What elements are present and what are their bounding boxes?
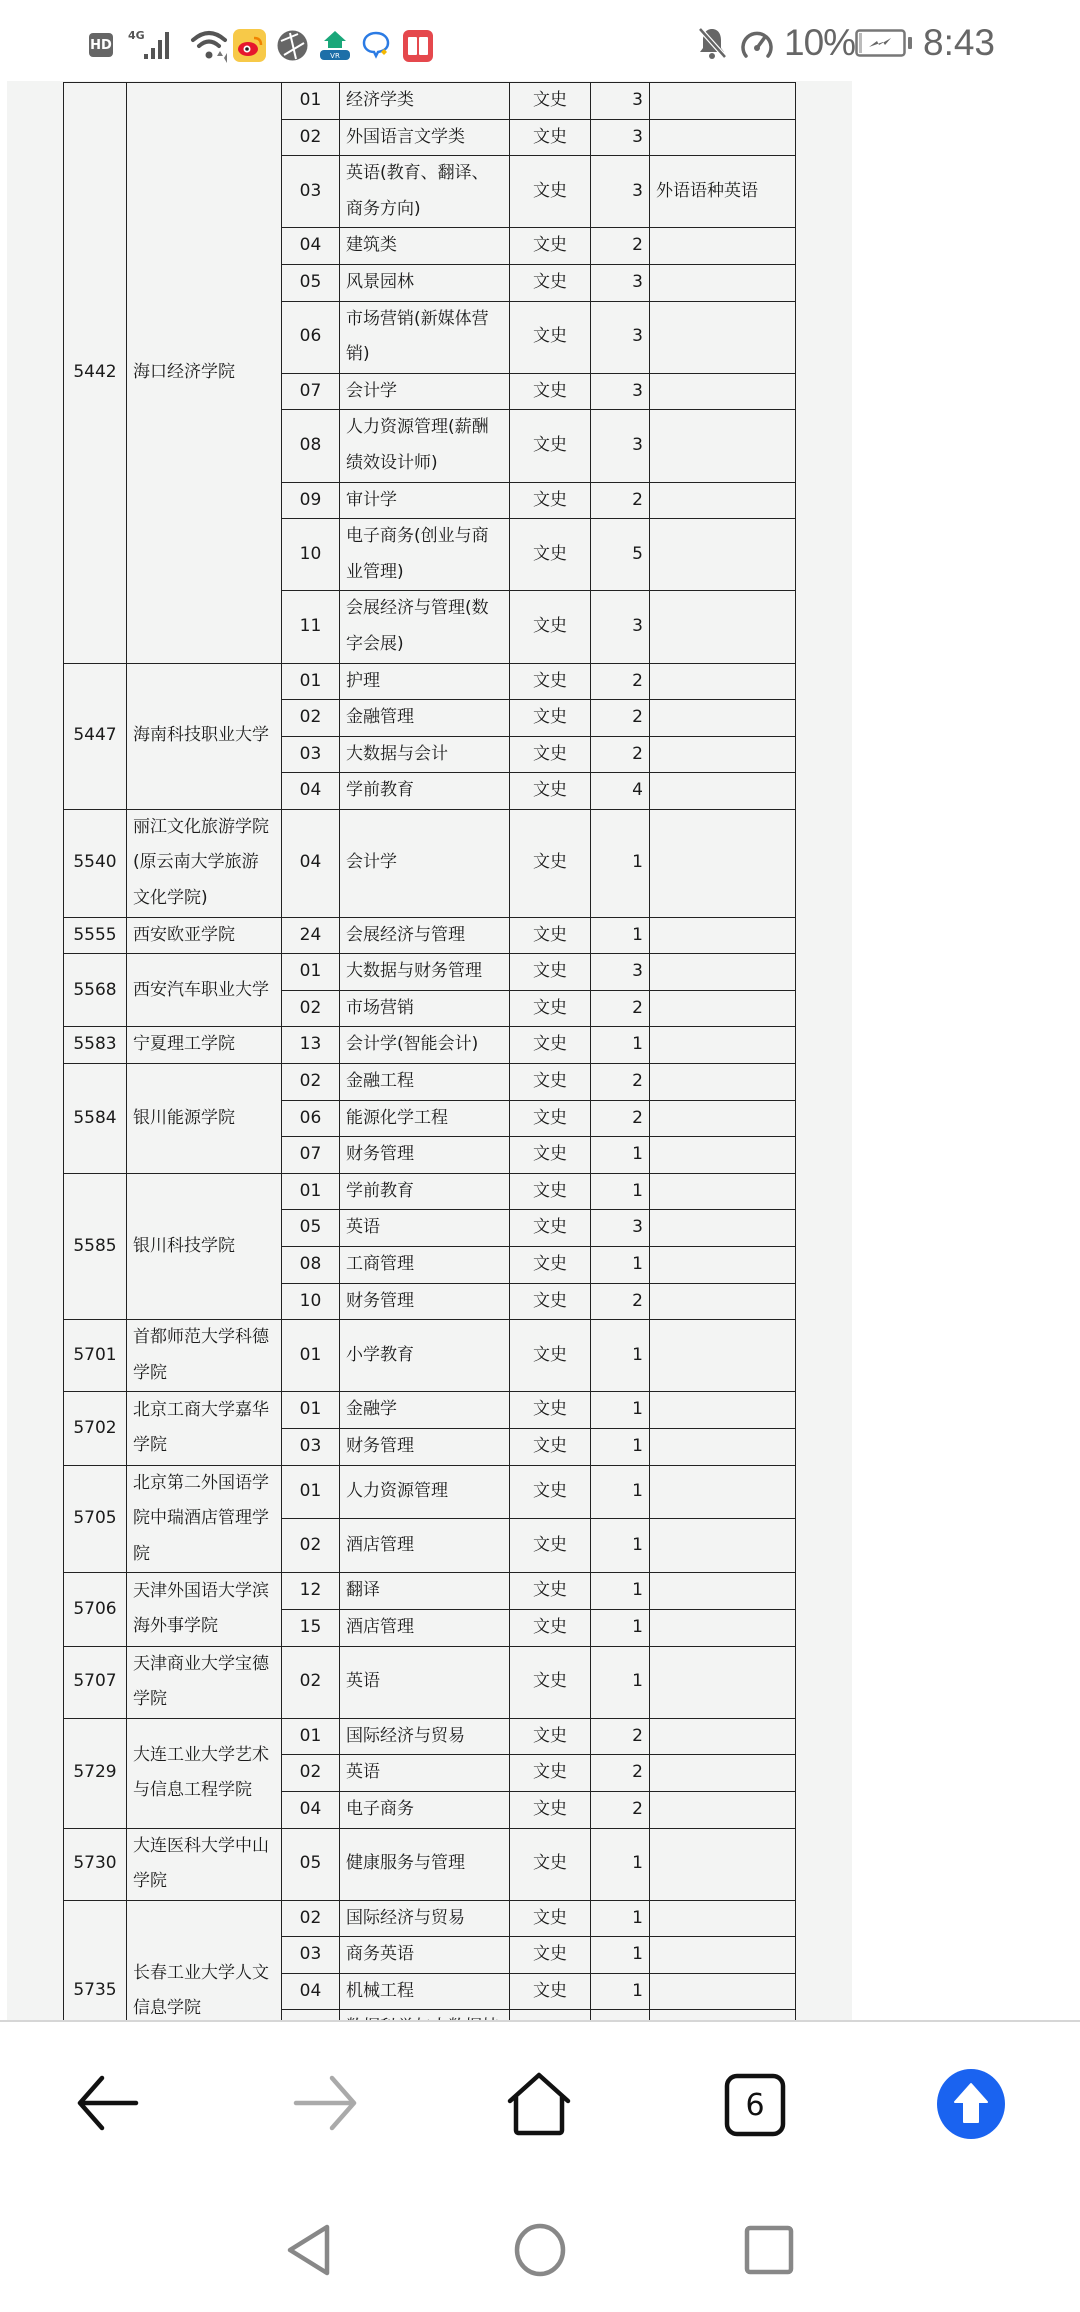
major-name-cell: 翻译 <box>340 1573 510 1610</box>
major-name-cell: 市场营销 <box>340 990 510 1027</box>
major-code-cell: 03 <box>282 1428 340 1465</box>
major-code-cell: 02 <box>282 1519 340 1573</box>
note-cell <box>650 1646 796 1718</box>
note-cell <box>650 1210 796 1247</box>
subject-type-cell: 文史 <box>510 373 591 410</box>
note-cell <box>650 264 796 301</box>
plan-count-cell: 2 <box>591 482 650 519</box>
school-name-cell: 天津外国语大学滨海外事学院 <box>127 1573 282 1646</box>
plan-count-cell: 3 <box>591 373 650 410</box>
table-row <box>64 1320 796 1392</box>
major-name-cell: 风景园林 <box>340 264 510 301</box>
major-code-cell: 02 <box>282 990 340 1027</box>
plan-count-cell: 2 <box>591 1755 650 1792</box>
school-name-cell: 西安汽车职业大学 <box>127 954 282 1027</box>
note-cell <box>650 482 796 519</box>
major-name-cell: 会计学(智能会计) <box>340 1027 510 1064</box>
circle-home-icon <box>512 2222 568 2278</box>
table-row <box>64 1465 796 1519</box>
subject-type-cell: 文史 <box>510 954 591 991</box>
back-button[interactable] <box>76 2075 140 2131</box>
school-name-cell: 海南科技职业大学 <box>127 663 282 809</box>
plan-count-cell: 1 <box>591 1973 650 2010</box>
major-name-cell: 国际经济与贸易 <box>340 1900 510 1937</box>
major-code-cell: 13 <box>282 1027 340 1064</box>
table-row <box>64 1027 796 1064</box>
subject-type-cell: 文史 <box>510 83 591 120</box>
weibo-app-icon <box>233 29 266 62</box>
note-cell: 外语语种英语 <box>650 156 796 228</box>
note-cell <box>650 119 796 156</box>
major-code-cell: 01 <box>282 1320 340 1392</box>
school-code-cell: 5584 <box>64 1064 127 1174</box>
major-name-cell: 大数据与会计 <box>340 736 510 773</box>
major-code-cell: 06 <box>282 1100 340 1137</box>
note-cell <box>650 1718 796 1755</box>
subject-type-cell: 文史 <box>510 809 591 917</box>
note-cell <box>650 1755 796 1792</box>
plan-count-cell: 2 <box>591 1100 650 1137</box>
table-row <box>64 663 796 700</box>
major-name-cell: 市场营销(新媒体营销) <box>340 301 510 373</box>
table-row <box>64 917 796 954</box>
subject-type-cell: 文史 <box>510 736 591 773</box>
school-name-cell: 银川能源学院 <box>127 1064 282 1174</box>
table-row <box>64 809 796 917</box>
table-row <box>64 1646 796 1718</box>
school-name-cell: 宁夏理工学院 <box>127 1027 282 1064</box>
plan-count-cell: 1 <box>591 1027 650 1064</box>
subject-type-cell: 文史 <box>510 410 591 482</box>
major-code-cell: 04 <box>282 228 340 265</box>
nav-recents-button[interactable] <box>743 2224 795 2276</box>
school-name-cell: 大连医科大学中山学院 <box>127 1828 282 1900</box>
note-cell <box>650 1320 796 1392</box>
major-code-cell: 01 <box>282 1718 340 1755</box>
subject-type-cell: 文史 <box>510 1755 591 1792</box>
subject-type-cell: 文史 <box>510 1283 591 1320</box>
plan-count-cell: 1 <box>591 917 650 954</box>
plan-count-cell: 2 <box>591 700 650 737</box>
note-cell <box>650 809 796 917</box>
table-row <box>64 1173 796 1210</box>
note-cell <box>650 1828 796 1900</box>
subject-type-cell: 文史 <box>510 1573 591 1610</box>
book-app-icon <box>403 30 433 62</box>
chat-app-icon <box>361 28 393 62</box>
school-name-cell: 丽江文化旅游学院(原云南大学旅游文化学院) <box>127 809 282 917</box>
school-name-cell: 北京工商大学嘉华学院 <box>127 1392 282 1465</box>
plan-count-cell: 2 <box>591 1791 650 1828</box>
note-cell <box>650 1937 796 1974</box>
major-code-cell: 05 <box>282 264 340 301</box>
plan-count-cell: 2 <box>591 1718 650 1755</box>
major-code-cell: 02 <box>282 1755 340 1792</box>
note-cell <box>650 1900 796 1937</box>
major-name-cell: 英语 <box>340 1755 510 1792</box>
note-cell <box>650 954 796 991</box>
subject-type-cell: 文史 <box>510 156 591 228</box>
note-cell <box>650 917 796 954</box>
vr-house-app-icon <box>318 28 352 62</box>
subject-type-cell: 文史 <box>510 482 591 519</box>
note-cell <box>650 1609 796 1646</box>
plan-count-cell: 1 <box>591 1573 650 1610</box>
school-name-cell: 大连工业大学艺术与信息工程学院 <box>127 1718 282 1828</box>
table-body <box>64 83 796 2083</box>
major-code-cell: 02 <box>282 1064 340 1101</box>
major-code-cell: 03 <box>282 736 340 773</box>
subject-type-cell: 文史 <box>510 1646 591 1718</box>
subject-type-cell: 文史 <box>510 1937 591 1974</box>
plan-count-cell: 3 <box>591 264 650 301</box>
major-name-cell: 财务管理 <box>340 1428 510 1465</box>
plan-count-cell: 3 <box>591 410 650 482</box>
school-code-cell: 5568 <box>64 954 127 1027</box>
major-name-cell: 会计学 <box>340 373 510 410</box>
major-code-cell: 07 <box>282 1137 340 1174</box>
major-name-cell: 审计学 <box>340 482 510 519</box>
home-icon <box>506 2072 572 2136</box>
school-code-cell: 5447 <box>64 663 127 809</box>
major-code-cell: 12 <box>282 1573 340 1610</box>
plan-count-cell: 2 <box>591 1064 650 1101</box>
subject-type-cell: 文史 <box>510 264 591 301</box>
major-code-cell: 02 <box>282 700 340 737</box>
plan-count-cell: 3 <box>591 83 650 120</box>
subject-type-cell: 文史 <box>510 1100 591 1137</box>
school-code-cell: 5540 <box>64 809 127 917</box>
major-code-cell: 07 <box>282 373 340 410</box>
major-name-cell: 商务英语 <box>340 1937 510 1974</box>
major-name-cell: 英语 <box>340 1646 510 1718</box>
triangle-back-icon <box>285 2223 333 2277</box>
major-name-cell: 人力资源管理(薪酬绩效设计师) <box>340 410 510 482</box>
clock-time: 8:43 <box>923 22 996 63</box>
table-row <box>64 1064 796 1101</box>
table-row <box>64 1718 796 1755</box>
major-code-cell: 10 <box>282 519 340 591</box>
school-name-cell: 长春工业大学人文信息学院 <box>127 1900 282 2082</box>
subject-type-cell: 文史 <box>510 917 591 954</box>
note-cell <box>650 1973 796 2010</box>
subject-type-cell: 文史 <box>510 591 591 663</box>
tab-count: 6 <box>745 2087 765 2123</box>
subject-type-cell: 文史 <box>510 1027 591 1064</box>
note-cell <box>650 1173 796 1210</box>
subject-type-cell: 文史 <box>510 1609 591 1646</box>
note-cell <box>650 301 796 373</box>
table-row <box>64 1828 796 1900</box>
note-cell <box>650 736 796 773</box>
arrow-left-icon <box>76 2075 140 2131</box>
major-name-cell: 国际经济与贸易 <box>340 1718 510 1755</box>
school-name-cell: 北京第二外国语学院中瑞酒店管理学院 <box>127 1465 282 1573</box>
plan-count-cell: 2 <box>591 736 650 773</box>
major-code-cell: 10 <box>282 1283 340 1320</box>
plan-count-cell: 2 <box>591 228 650 265</box>
school-name-cell: 西安欧亚学院 <box>127 917 282 954</box>
plan-count-cell: 3 <box>591 119 650 156</box>
school-code-cell: 5555 <box>64 917 127 954</box>
forward-button[interactable] <box>292 2075 358 2131</box>
admission-plan-table <box>63 82 796 2083</box>
major-name-cell: 小学教育 <box>340 1320 510 1392</box>
major-name-cell: 财务管理 <box>340 1137 510 1174</box>
plan-count-cell: 2 <box>591 1283 650 1320</box>
subject-type-cell: 文史 <box>510 773 591 810</box>
plan-count-cell: 1 <box>591 1428 650 1465</box>
school-name-cell: 天津商业大学宝德学院 <box>127 1646 282 1718</box>
major-code-cell: 02 <box>282 119 340 156</box>
major-name-cell: 经济学类 <box>340 83 510 120</box>
school-name-cell: 海口经济学院 <box>127 83 282 664</box>
subject-type-cell: 文史 <box>510 1064 591 1101</box>
major-name-cell: 会展经济与管理(数字会展) <box>340 591 510 663</box>
status-bar <box>0 0 1080 80</box>
major-code-cell: 04 <box>282 1791 340 1828</box>
school-code-cell: 5583 <box>64 1027 127 1064</box>
plan-count-cell: 1 <box>591 1392 650 1429</box>
school-code-cell: 5735 <box>64 1900 127 2082</box>
subject-type-cell: 文史 <box>510 1465 591 1519</box>
plan-count-cell: 3 <box>591 954 650 991</box>
speedometer-icon <box>738 18 776 68</box>
major-code-cell: 01 <box>282 663 340 700</box>
subject-type-cell: 文史 <box>510 1210 591 1247</box>
battery-charging-icon <box>855 18 915 68</box>
major-name-cell: 学前教育 <box>340 1173 510 1210</box>
major-name-cell: 酒店管理 <box>340 1609 510 1646</box>
note-cell <box>650 1573 796 1610</box>
major-code-cell: 11 <box>282 591 340 663</box>
school-code-cell: 5707 <box>64 1646 127 1718</box>
plan-count-cell: 3 <box>591 591 650 663</box>
major-name-cell: 酒店管理 <box>340 1519 510 1573</box>
major-name-cell: 会计学 <box>340 809 510 917</box>
note-cell <box>650 83 796 120</box>
note-cell <box>650 410 796 482</box>
major-code-cell: 01 <box>282 954 340 991</box>
school-code-cell: 5729 <box>64 1718 127 1828</box>
plan-count-cell: 1 <box>591 1320 650 1392</box>
major-code-cell: 02 <box>282 1646 340 1718</box>
wifi-icon <box>190 28 230 62</box>
school-code-cell: 5702 <box>64 1392 127 1465</box>
subject-type-cell: 文史 <box>510 1173 591 1210</box>
major-code-cell: 15 <box>282 1609 340 1646</box>
major-name-cell: 电子商务 <box>340 1791 510 1828</box>
subject-type-cell: 文史 <box>510 1828 591 1900</box>
battery-percent: 10% <box>784 22 856 63</box>
table-row <box>64 954 796 991</box>
table-row <box>64 1573 796 1610</box>
note-cell <box>650 773 796 810</box>
subject-type-cell: 文史 <box>510 1428 591 1465</box>
square-recents-icon <box>743 2224 795 2276</box>
4g-signal-icon <box>128 28 178 62</box>
arrow-up-circle-icon <box>936 2068 1006 2140</box>
subject-type-cell: 文史 <box>510 990 591 1027</box>
note-cell <box>650 1428 796 1465</box>
plan-count-cell: 1 <box>591 1137 650 1174</box>
plan-count-cell: 1 <box>591 1519 650 1573</box>
note-cell <box>650 591 796 663</box>
plan-count-cell: 3 <box>591 156 650 228</box>
note-cell <box>650 700 796 737</box>
plan-count-cell: 1 <box>591 809 650 917</box>
major-name-cell: 会展经济与管理 <box>340 917 510 954</box>
major-code-cell: 09 <box>282 482 340 519</box>
major-code-cell: 01 <box>282 1392 340 1429</box>
major-code-cell: 05 <box>282 1210 340 1247</box>
major-code-cell: 04 <box>282 809 340 917</box>
plan-count-cell: 2 <box>591 663 650 700</box>
subject-type-cell: 文史 <box>510 663 591 700</box>
note-cell <box>650 228 796 265</box>
hd-icon <box>89 33 113 57</box>
school-code-cell: 5705 <box>64 1465 127 1573</box>
plan-count-cell: 3 <box>591 301 650 373</box>
note-cell <box>650 1791 796 1828</box>
svg-text:VR: VR <box>330 52 340 60</box>
arrow-right-icon <box>292 2075 358 2131</box>
plan-count-cell: 1 <box>591 1609 650 1646</box>
major-code-cell: 02 <box>282 1900 340 1937</box>
note-cell <box>650 519 796 591</box>
school-code-cell: 5701 <box>64 1320 127 1392</box>
plan-count-cell: 1 <box>591 1173 650 1210</box>
major-code-cell: 04 <box>282 773 340 810</box>
subject-type-cell: 文史 <box>510 1791 591 1828</box>
major-name-cell: 人力资源管理 <box>340 1465 510 1519</box>
table-row <box>64 1900 796 1937</box>
globe-app-icon <box>276 28 309 62</box>
major-name-cell: 能源化学工程 <box>340 1100 510 1137</box>
major-name-cell: 学前教育 <box>340 773 510 810</box>
note-cell <box>650 1137 796 1174</box>
note-cell <box>650 663 796 700</box>
subject-type-cell: 文史 <box>510 1519 591 1573</box>
note-cell <box>650 1100 796 1137</box>
major-code-cell: 03 <box>282 1937 340 1974</box>
note-cell <box>650 373 796 410</box>
subject-type-cell: 文史 <box>510 1392 591 1429</box>
plan-count-cell: 1 <box>591 1828 650 1900</box>
major-name-cell: 财务管理 <box>340 1283 510 1320</box>
school-code-cell: 5585 <box>64 1173 127 1319</box>
school-code-cell: 5442 <box>64 83 127 664</box>
note-cell <box>650 1027 796 1064</box>
major-name-cell: 金融学 <box>340 1392 510 1429</box>
note-cell <box>650 1247 796 1284</box>
major-code-cell: 06 <box>282 301 340 373</box>
svg-text:4G: 4G <box>128 29 145 42</box>
school-name-cell: 银川科技学院 <box>127 1173 282 1319</box>
note-cell <box>650 1283 796 1320</box>
major-name-cell: 大数据与财务管理 <box>340 954 510 991</box>
plan-count-cell: 1 <box>591 1465 650 1519</box>
note-cell <box>650 1392 796 1429</box>
school-code-cell: 5706 <box>64 1573 127 1646</box>
major-code-cell: 04 <box>282 1973 340 2010</box>
major-name-cell: 电子商务(创业与商业管理) <box>340 519 510 591</box>
plan-count-cell: 5 <box>591 519 650 591</box>
plan-count-cell: 1 <box>591 1247 650 1284</box>
major-code-cell: 08 <box>282 410 340 482</box>
major-code-cell: 01 <box>282 83 340 120</box>
major-code-cell: 05 <box>282 1828 340 1900</box>
major-name-cell: 机械工程 <box>340 1973 510 2010</box>
major-name-cell: 护理 <box>340 663 510 700</box>
table-row <box>64 83 796 120</box>
subject-type-cell: 文史 <box>510 1718 591 1755</box>
plan-count-cell: 1 <box>591 1646 650 1718</box>
major-name-cell: 建筑类 <box>340 228 510 265</box>
subject-type-cell: 文史 <box>510 1973 591 2010</box>
subject-type-cell: 文史 <box>510 1320 591 1392</box>
major-code-cell: 24 <box>282 917 340 954</box>
major-name-cell: 工商管理 <box>340 1247 510 1284</box>
plan-count-cell: 1 <box>591 1900 650 1937</box>
subject-type-cell: 文史 <box>510 519 591 591</box>
subject-type-cell: 文史 <box>510 700 591 737</box>
subject-type-cell: 文史 <box>510 228 591 265</box>
plan-count-cell: 2 <box>591 990 650 1027</box>
major-name-cell: 英语(教育、翻译、商务方向) <box>340 156 510 228</box>
subject-type-cell: 文史 <box>510 301 591 373</box>
note-cell <box>650 990 796 1027</box>
major-name-cell: 健康服务与管理 <box>340 1828 510 1900</box>
table-row <box>64 1392 796 1429</box>
hd-label: HD <box>90 37 112 53</box>
major-name-cell: 金融工程 <box>340 1064 510 1101</box>
plan-count-cell: 3 <box>591 1210 650 1247</box>
major-code-cell: 01 <box>282 1173 340 1210</box>
major-code-cell: 01 <box>282 1465 340 1519</box>
web-page-content[interactable] <box>7 81 852 2020</box>
note-cell <box>650 1519 796 1573</box>
note-cell <box>650 1465 796 1519</box>
school-name-cell: 首都师范大学科德学院 <box>127 1320 282 1392</box>
nav-home-button[interactable] <box>512 2222 568 2278</box>
bell-off-icon <box>697 18 727 68</box>
major-name-cell: 外国语言文学类 <box>340 119 510 156</box>
scroll-top-button[interactable] <box>936 2068 1006 2140</box>
subject-type-cell: 文史 <box>510 1900 591 1937</box>
subject-type-cell: 文史 <box>510 119 591 156</box>
subject-type-cell: 文史 <box>510 1137 591 1174</box>
plan-count-cell: 4 <box>591 773 650 810</box>
major-name-cell: 金融管理 <box>340 700 510 737</box>
subject-type-cell: 文史 <box>510 1247 591 1284</box>
nav-back-button[interactable] <box>285 2223 333 2277</box>
note-cell <box>650 1064 796 1101</box>
plan-count-cell: 1 <box>591 1937 650 1974</box>
home-button[interactable] <box>506 2072 572 2136</box>
tabs-button[interactable] <box>724 2073 786 2137</box>
major-name-cell: 英语 <box>340 1210 510 1247</box>
major-code-cell: 03 <box>282 156 340 228</box>
major-code-cell: 08 <box>282 1247 340 1284</box>
school-code-cell: 5730 <box>64 1828 127 1900</box>
